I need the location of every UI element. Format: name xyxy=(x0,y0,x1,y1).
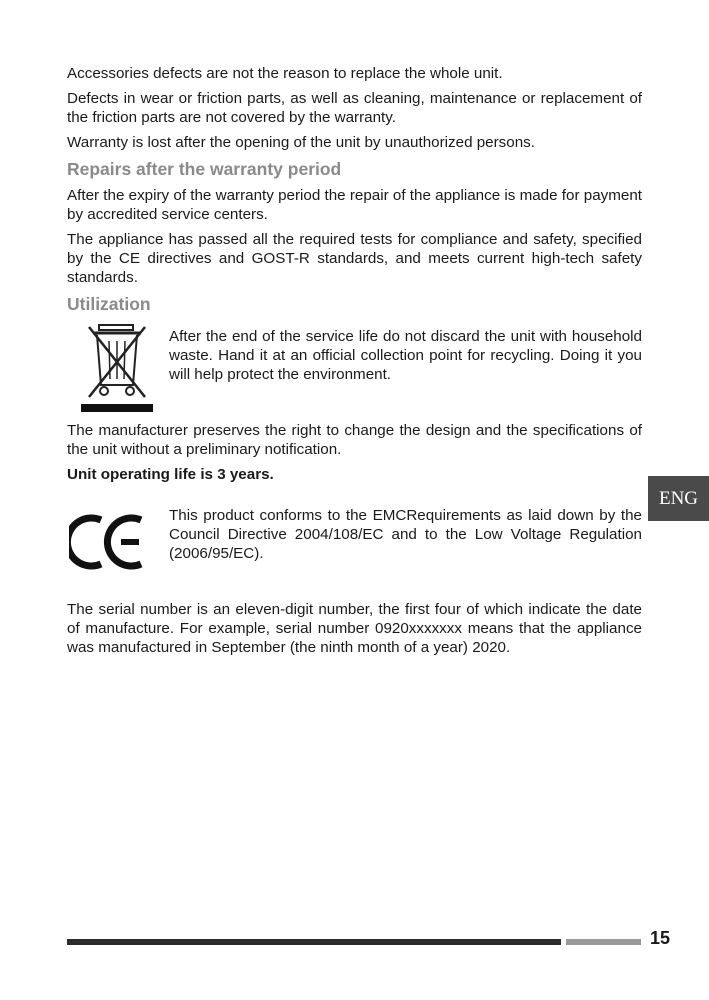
language-tab: ENG xyxy=(648,476,709,521)
friction-parts-paragraph: Defects in wear or friction parts, as well as cleaning, maintenance or replacement of the friction parts are not covered by the warranty. xyxy=(67,90,642,126)
page-number: 15 xyxy=(650,928,671,948)
ce-text: This product conforms to the EMCRequirements as laid down by the Council Directive 2004/108/EC and to the Low Voltage Regulation (2006/95/EC). xyxy=(169,507,642,562)
operating-life: Unit operating life is 3 years. xyxy=(67,466,274,483)
repairs-paragraph-1: After the expiry of the warranty period the repair of the appliance is made for payment by accredited service centers. xyxy=(67,187,642,223)
footer-bar-dark xyxy=(67,939,561,945)
ce-mark-icon xyxy=(69,514,145,570)
weee-crossed-bin-icon xyxy=(79,321,155,413)
utilization-heading: Utilization xyxy=(67,294,151,314)
repairs-paragraph-2: The appliance has passed all the required tests for compliance and safety, specified by the CE directives and GOST-R standards, and meets current high-tech safety standards. xyxy=(67,231,642,286)
utilization-row xyxy=(67,321,642,421)
utilization-text: After the end of the service life do not discard the unit with household waste. Hand it at an official collection point for recycling. Doing it you will help protect the environment. xyxy=(169,328,642,383)
accessories-paragraph: Accessories defects are not the reason to replace the whole unit. xyxy=(67,65,503,82)
footer-bar-light xyxy=(566,939,641,945)
ce-row xyxy=(67,506,642,586)
warranty-lost-paragraph: Warranty is lost after the opening of the unit by unauthorized persons. xyxy=(67,134,535,151)
page-content xyxy=(67,64,642,663)
serial-number-note: The serial number is an eleven-digit number, the first four of which indicate the date of manufacture. For example, serial number 0920xxxxxxx means that the appliance was manufactured in September (the ninth month of a year) 2020. xyxy=(67,601,642,656)
manufacturer-note: The manufacturer preserves the right to change the design and the specifications of the unit without a preliminary notification. xyxy=(67,422,642,458)
repairs-heading: Repairs after the warranty period xyxy=(67,159,342,179)
